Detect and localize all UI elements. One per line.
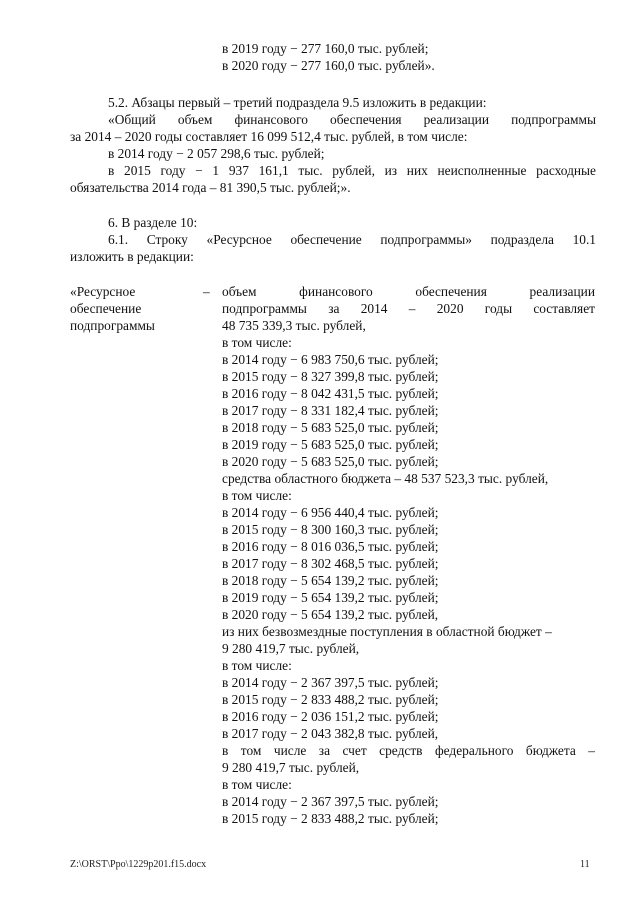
- table-right-line: в 2019 году − 5 683 525,0 тыс. рублей;: [222, 437, 439, 452]
- paragraph-line: в 2014 году − 2 057 298,6 тыс. рублей;: [108, 146, 325, 161]
- table-right-line: из них безвозмездные поступления в областной бюджет –: [222, 624, 552, 639]
- table-left-label: [70, 283, 190, 334]
- paragraph-line: в 2015 году − 1 937 161,1 тыс. рублей, из них неисполненные расходные: [108, 163, 596, 178]
- paragraph-line: изложить в редакции:: [70, 249, 194, 264]
- table-right-line: в том числе:: [222, 488, 292, 503]
- table-right-line: в том числе за счет средств федерального бюджета –: [222, 743, 595, 758]
- table-right-line: в 2019 году − 5 654 139,2 тыс. рублей;: [222, 590, 439, 605]
- table-right-line: в 2016 году − 8 042 431,5 тыс. рублей;: [222, 386, 439, 401]
- table-right-content: [222, 283, 595, 827]
- table-right-line: в 2016 году − 8 016 036,5 тыс. рублей;: [222, 539, 439, 554]
- paragraph-line: 6.1. Строку «Ресурсное обеспечение подпрограммы» подраздела 10.1: [108, 232, 596, 247]
- table-right-line: в 2015 году − 8 300 160,3 тыс. рублей;: [222, 522, 439, 537]
- table-right-line: в том числе:: [222, 335, 292, 350]
- table-right-line: в 2015 году − 2 833 488,2 тыс. рублей;: [222, 692, 439, 707]
- table-right-line: в 2014 году − 6 983 750,6 тыс. рублей;: [222, 352, 439, 367]
- table-right-line: в 2015 году − 8 327 399,8 тыс. рублей;: [222, 369, 439, 384]
- table-right-line: в том числе:: [222, 658, 292, 673]
- paragraph-line: «Общий объем финансового обеспечения реализации подпрограммы: [108, 112, 596, 127]
- table-right-line: в 2017 году − 8 302 468,5 тыс. рублей;: [222, 556, 439, 571]
- text-line: в 2020 году − 277 160,0 тыс. рублей».: [222, 58, 435, 73]
- table-right-line: в 2018 году − 5 683 525,0 тыс. рублей;: [222, 420, 439, 435]
- table-right-line: в 2020 году − 5 683 525,0 тыс. рублей;: [222, 454, 439, 469]
- table-right-line: в том числе:: [222, 777, 292, 792]
- table-right-line: в 2016 году − 2 036 151,2 тыс. рублей;: [222, 709, 439, 724]
- label-line: подпрограммы: [70, 318, 155, 333]
- table-right-line: объем финансового обеспечения реализации: [222, 284, 595, 299]
- table-right-line: подпрограммы за 2014 – 2020 годы составляет: [222, 301, 595, 316]
- table-right-line: в 2017 году − 8 331 182,4 тыс. рублей;: [222, 403, 439, 418]
- table-dash: –: [203, 284, 210, 299]
- table-right-line: средства областного бюджета – 48 537 523,3 тыс. рублей,: [222, 471, 549, 486]
- section-heading: 5.2. Абзацы первый – третий подраздела 9.5 изложить в редакции:: [108, 95, 487, 110]
- table-right-line: в 2014 году − 6 956 440,4 тыс. рублей;: [222, 505, 439, 520]
- paragraph-line: обязательства 2014 года – 81 390,5 тыс. рублей;».: [70, 180, 351, 195]
- table-right-line: 9 280 419,7 тыс. рублей,: [222, 641, 360, 656]
- table-right-line: в 2015 году − 2 833 488,2 тыс. рублей;: [222, 811, 439, 826]
- table-right-line: в 2014 году − 2 367 397,5 тыс. рублей;: [222, 794, 439, 809]
- table-right-line: в 2014 году − 2 367 397,5 тыс. рублей;: [222, 675, 439, 690]
- footer-path: Z:\ORST\Ppo\1229p201.f15.docx: [70, 859, 207, 870]
- paragraph-line: за 2014 – 2020 годы составляет 16 099 512,4 тыс. рублей, в том числе:: [70, 129, 468, 144]
- section-heading: 6. В разделе 10:: [108, 215, 198, 230]
- table-right-line: в 2020 году − 5 654 139,2 тыс. рублей,: [222, 607, 439, 622]
- page-number: 11: [580, 859, 590, 870]
- table-right-line: в 2017 году − 2 043 382,8 тыс. рублей,: [222, 726, 439, 741]
- table-right-line: в 2018 году − 5 654 139,2 тыс. рублей;: [222, 573, 439, 588]
- table-right-line: 48 735 339,3 тыс. рублей,: [222, 318, 366, 333]
- table-right-line: 9 280 419,7 тыс. рублей,: [222, 760, 360, 775]
- label-line: «Ресурсное: [70, 284, 136, 299]
- label-line: обеспечение: [70, 301, 142, 316]
- text-line: в 2019 году − 277 160,0 тыс. рублей;: [222, 41, 429, 56]
